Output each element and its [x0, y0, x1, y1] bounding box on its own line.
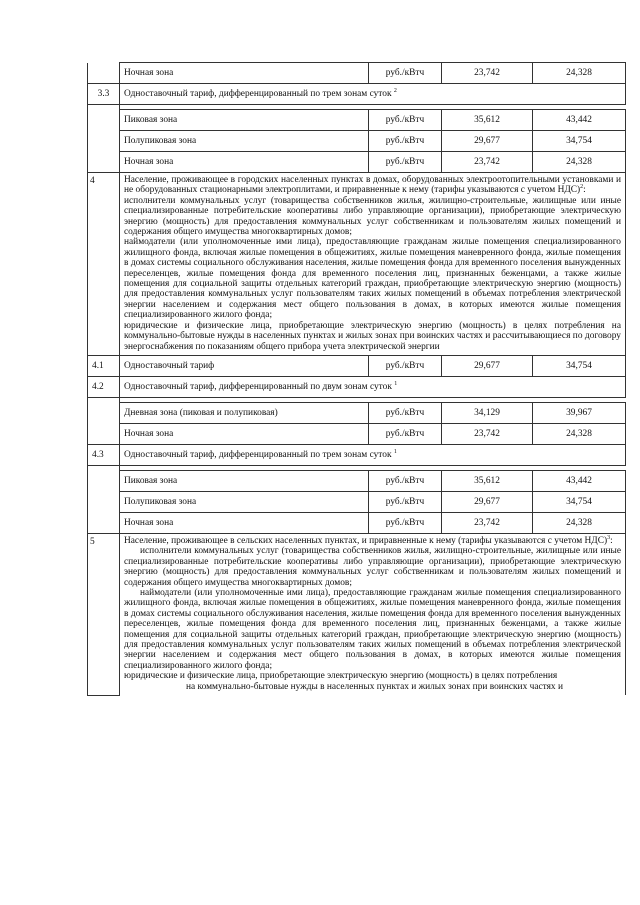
row-number: 4.3: [88, 444, 120, 465]
row-number: 4.1: [88, 355, 120, 376]
unit-cell: руб./кВтч: [369, 402, 442, 423]
value-h1: 35,612: [442, 470, 533, 491]
unit-cell: руб./кВтч: [369, 355, 442, 376]
section-title: Одноставочный тариф, дифференцированный по двум зонам суток $^1$: [120, 376, 626, 397]
value-h2: 39,967: [533, 402, 626, 423]
table-row: [88, 131, 626, 152]
value-h1: 23,742: [442, 512, 533, 533]
row-number: 3.3: [88, 84, 120, 105]
section-title: Одноставочный тариф, дифференцированный по трем зонам суток $^2$: [120, 84, 626, 105]
zone-label: Ночная зона: [120, 63, 369, 84]
zone-label: Дневная зона (пиковая и полупиковая): [120, 402, 369, 423]
section-row: [88, 376, 626, 397]
row-number-cell: [88, 63, 120, 84]
section-row: [88, 84, 626, 105]
value-h1: 23,742: [442, 63, 533, 84]
value-h2: 24,328: [533, 152, 626, 173]
value-h2: 24,328: [533, 512, 626, 533]
row-number: 4.2: [88, 376, 120, 397]
table-row: [88, 355, 626, 376]
zone-label: Полупиковая зона: [120, 491, 369, 512]
value-h1: 29,677: [442, 355, 533, 376]
unit-cell: руб./кВтч: [369, 63, 442, 84]
zone-label: Ночная зона: [120, 152, 369, 173]
section-row: [88, 533, 626, 695]
section-title: Одноставочный тариф, дифференцированный по трем зонам суток $^1$: [120, 444, 626, 465]
row-number: 4: [88, 173, 120, 356]
value-h1: 35,612: [442, 110, 533, 131]
value-h2: 43,442: [533, 110, 626, 131]
section-row: [88, 173, 626, 356]
zone-label: Ночная зона: [120, 423, 369, 444]
unit-cell: руб./кВтч: [369, 131, 442, 152]
value-h2: 34,754: [533, 491, 626, 512]
table-row: [88, 423, 626, 444]
section-description: Население, проживающее в сельских населенных пунктах, и приравненные к нему (тарифы указываются с учетом НДС)$^3$: исполнители коммунальных услуг (товарищества собственников жилья, жилищно-строительные, жилищные или иные специализированные потребительские кооперативы либо управляющие организации), приобретающие электрическую энергию (мощность) для предоставления коммунальных услуг собственникам и пользователям жилых помещений и содержания общего имущества многоквартирных домов; наймодатели (или уполномоченные ими лица), предоставляющие гражданам жилые помещения специализированного жилищного фонда, включая жилые помещения в общежитиях, жилые помещения маневренного фонда, жилые помещения в домах системы социального обслуживания населения, жилые помещения фонда для временного поселения вынужденных переселенцев, жилые помещения фонда для временного поселения лиц, признанных беженцами, а также жилые помещения для социальной защиты отдельных категорий граждан, приобретающие электрическую энергию (мощность) для предоставления коммунальных услуг пользователям таких жилых помещений в объемах потребления электрической энергии населением и содержания мест общего пользования в домах, в которых имеются жилые помещения специализированного жилого фонда; юридические и физические лица, приобретающие электрическую энергию (мощность) в целях потребления на коммунально-бытовые нужды в населенных пунктах и жилых зонах при воинских частях и: [120, 533, 626, 695]
table-row: [88, 491, 626, 512]
row-number: 5: [88, 533, 120, 695]
value-h2: 24,328: [533, 423, 626, 444]
zone-label: Полупиковая зона: [120, 131, 369, 152]
unit-cell: руб./кВтч: [369, 491, 442, 512]
table-row: [88, 470, 626, 491]
unit-cell: руб./кВтч: [369, 110, 442, 131]
tariff-table: [87, 62, 626, 696]
tariff-label: Одноставочный тариф: [120, 355, 369, 376]
unit-cell: руб./кВтч: [369, 512, 442, 533]
value-h1: 29,677: [442, 491, 533, 512]
unit-cell: руб./кВтч: [369, 423, 442, 444]
zone-label: Пиковая зона: [120, 470, 369, 491]
table-row: [88, 512, 626, 533]
table-row: [88, 63, 626, 84]
table-row: [88, 402, 626, 423]
value-h1: 23,742: [442, 423, 533, 444]
zone-label: Ночная зона: [120, 512, 369, 533]
zone-label: Пиковая зона: [120, 110, 369, 131]
value-h2: 34,754: [533, 131, 626, 152]
value-h1: 34,129: [442, 402, 533, 423]
value-h2: 43,442: [533, 470, 626, 491]
value-h2: 34,754: [533, 355, 626, 376]
table-row: [88, 152, 626, 173]
section-row: [88, 444, 626, 465]
table-row: [88, 110, 626, 131]
value-h1: 29,677: [442, 131, 533, 152]
unit-cell: руб./кВтч: [369, 470, 442, 491]
value-h1: 23,742: [442, 152, 533, 173]
value-h2: 24,328: [533, 63, 626, 84]
section-description: Население, проживающее в городских населенных пунктах в домах, оборудованных электроотопительными установками и не оборудованных стационарными электроплитами, и приравненные к нему (тарифы указываются с учетом НДС)$^2$: исполнители коммунальных услуг (товарищества собственников жилья, жилищно-строительные, жилищные или иные специализированные потребительские кооперативы либо управляющие организации), приобретающие электрическую энергию (мощность) для предоставления коммунальных услуг собственникам и пользователям жилых помещений и содержания общего имущества многоквартирных домов; наймодатели (или уполномоченные ими лица), предоставляющие гражданам жилые помещения специализированного жилищного фонда, включая жилые помещения в общежитиях, жилые помещения маневренного фонда, жилые помещения в домах системы социального обслуживания населения, жилые помещения фонда для временного поселения вынужденных переселенцев, жилые помещения фонда для временного поселения лиц, признанных беженцами, а также жилые помещения для социальной защиты отдельных категорий граждан, приобретающие электрическую энергию (мощность) для предоставления коммунальных услуг пользователям таких жилых помещений в объемах потребления электрической энергии населением и содержания мест общего пользования в домах, в которых имеются жилые помещения специализированного жилого фонда; юридические и физические лица, приобретающие электрическую энергию (мощность) в целях потребления на коммунально-бытовые нужды в населенных пунктах и жилых зонах при воинских частях и рассчитывающиеся по договору энергоснабжения по показаниям общего прибора учета электрической энергии: [120, 173, 626, 356]
unit-cell: руб./кВтч: [369, 152, 442, 173]
